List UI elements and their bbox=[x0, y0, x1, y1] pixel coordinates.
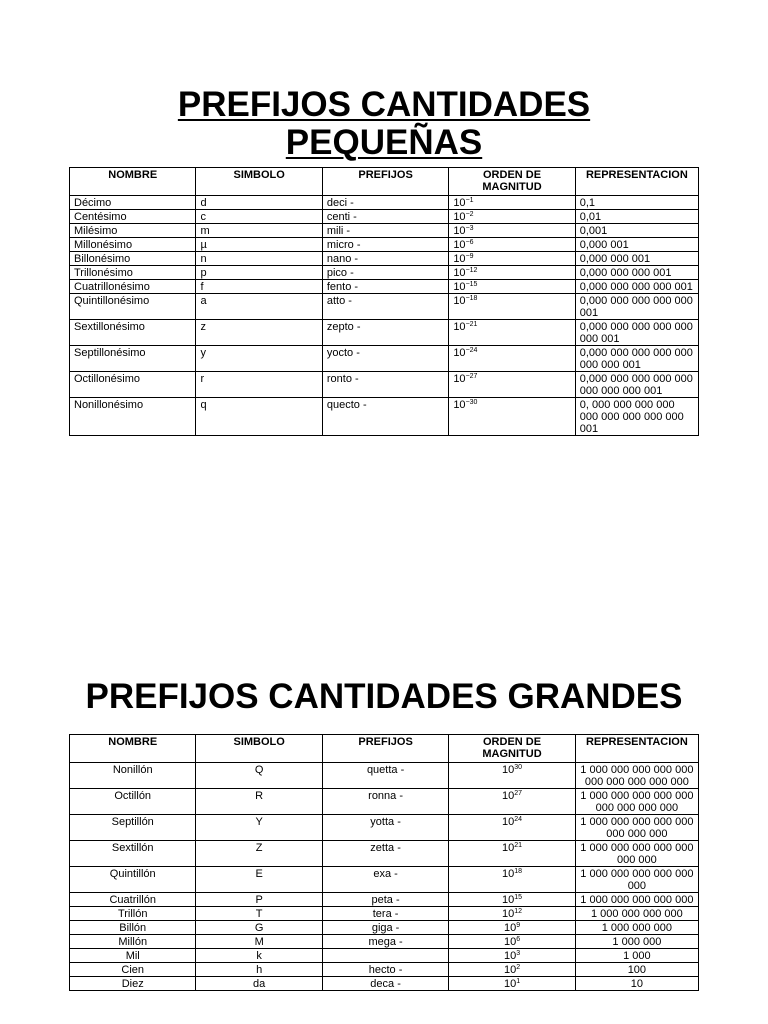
table-row bbox=[70, 280, 699, 294]
magnitude-cell bbox=[449, 907, 575, 921]
representation-cell: 1 000 000 000 000 000 bbox=[575, 893, 698, 907]
table-row bbox=[70, 841, 699, 867]
symbol-cell: h bbox=[196, 963, 322, 977]
header-simbolo: SIMBOLO bbox=[196, 735, 322, 763]
prefix-cell: zepto - bbox=[322, 320, 448, 346]
prefix-cell: centi - bbox=[322, 210, 448, 224]
magnitude-base: 10 bbox=[502, 908, 515, 920]
magnitude-base: 10 bbox=[502, 894, 515, 906]
table-row bbox=[70, 252, 699, 266]
symbol-cell: µ bbox=[196, 238, 322, 252]
magnitude-base: 10 bbox=[502, 764, 515, 776]
header-orden: ORDEN DE MAGNITUD bbox=[449, 735, 575, 763]
title-small-line1: PREFIJOS CANTIDADES bbox=[177, 85, 591, 124]
magnitude-exponent: −24 bbox=[465, 347, 478, 354]
table-row bbox=[70, 977, 699, 991]
name-cell: Trillón bbox=[70, 907, 196, 921]
header-representacion: REPRESENTACION bbox=[575, 735, 698, 763]
header-nombre: NOMBRE bbox=[70, 735, 196, 763]
symbol-cell: Z bbox=[196, 841, 322, 867]
representation-cell: 0,000 001 bbox=[575, 238, 698, 252]
title-small-line2: PEQUEÑAS bbox=[285, 123, 483, 162]
magnitude-base: 10 bbox=[503, 950, 517, 962]
table-row bbox=[70, 372, 699, 398]
name-cell: Cuatrillón bbox=[70, 893, 196, 907]
magnitude-cell bbox=[449, 320, 575, 346]
symbol-cell: q bbox=[196, 398, 322, 436]
symbol-cell: f bbox=[196, 280, 322, 294]
representation-cell: 0,000 000 000 000 000 000 000 001 bbox=[575, 346, 698, 372]
table-row bbox=[70, 266, 699, 280]
table-row bbox=[70, 398, 699, 436]
representation-cell: 100 bbox=[575, 963, 698, 977]
name-cell: Cien bbox=[70, 963, 196, 977]
magnitude-base: 10 bbox=[503, 978, 517, 990]
prefix-cell: nano - bbox=[322, 252, 448, 266]
prefix-cell: mili - bbox=[322, 224, 448, 238]
prefix-cell: exa - bbox=[322, 867, 448, 893]
name-cell: Cuatrillonésimo bbox=[70, 280, 196, 294]
symbol-cell: y bbox=[196, 346, 322, 372]
name-cell: Diez bbox=[70, 977, 196, 991]
table-row bbox=[70, 346, 699, 372]
magnitude-cell bbox=[449, 893, 575, 907]
representation-cell: 1 000 000 000 000 000 000 000 000 bbox=[575, 815, 698, 841]
symbol-cell: r bbox=[196, 372, 322, 398]
magnitude-cell bbox=[449, 210, 575, 224]
name-cell: Décimo bbox=[70, 196, 196, 210]
symbol-cell: P bbox=[196, 893, 322, 907]
prefix-cell: yocto - bbox=[322, 346, 448, 372]
magnitude-cell bbox=[449, 789, 575, 815]
magnitude-exponent: −6 bbox=[465, 239, 474, 246]
magnitude-exponent: −21 bbox=[465, 321, 478, 328]
magnitude-exponent: 30 bbox=[514, 764, 523, 771]
magnitude-base: 10 bbox=[502, 816, 515, 828]
representation-cell: 0,000 000 000 000 000 000 000 000 001 bbox=[575, 372, 698, 398]
symbol-cell: p bbox=[196, 266, 322, 280]
magnitude-exponent: 24 bbox=[514, 816, 523, 823]
magnitude-base: 10 bbox=[502, 842, 515, 854]
name-cell: Septillón bbox=[70, 815, 196, 841]
magnitude-cell bbox=[449, 252, 575, 266]
magnitude-cell bbox=[449, 977, 575, 991]
magnitude-exponent: 27 bbox=[514, 790, 523, 797]
magnitude-exponent: 12 bbox=[514, 908, 523, 915]
name-cell: Quintillonésimo bbox=[70, 294, 196, 320]
table-row bbox=[70, 935, 699, 949]
magnitude-exponent: 15 bbox=[514, 894, 523, 901]
representation-cell: 0,001 bbox=[575, 224, 698, 238]
name-cell: Septillonésimo bbox=[70, 346, 196, 372]
prefix-cell: ronna - bbox=[322, 789, 448, 815]
table-row bbox=[70, 238, 699, 252]
magnitude-cell bbox=[449, 238, 575, 252]
magnitude-base: 10 bbox=[453, 253, 466, 265]
magnitude-cell bbox=[449, 280, 575, 294]
representation-cell: 1 000 000 000 bbox=[575, 921, 698, 935]
symbol-cell: R bbox=[196, 789, 322, 815]
name-cell: Sextillonésimo bbox=[70, 320, 196, 346]
magnitude-cell bbox=[449, 935, 575, 949]
representation-cell: 10 bbox=[575, 977, 698, 991]
magnitude-base: 10 bbox=[453, 399, 466, 411]
magnitude-cell bbox=[449, 294, 575, 320]
magnitude-exponent: 6 bbox=[516, 936, 521, 943]
prefix-cell: peta - bbox=[322, 893, 448, 907]
magnitude-exponent: −18 bbox=[465, 295, 478, 302]
magnitude-cell bbox=[449, 398, 575, 436]
representation-cell: 1 000 bbox=[575, 949, 698, 963]
magnitude-base: 10 bbox=[503, 922, 517, 934]
magnitude-base: 10 bbox=[453, 197, 466, 209]
representation-cell: 1 000 000 000 000 000 000 000 000 000 bbox=[575, 789, 698, 815]
representation-cell: 0,01 bbox=[575, 210, 698, 224]
magnitude-base: 10 bbox=[453, 281, 466, 293]
magnitude-exponent: 3 bbox=[516, 950, 521, 957]
title-small-prefixes bbox=[0, 86, 768, 162]
symbol-cell: G bbox=[196, 921, 322, 935]
prefix-cell: quecto - bbox=[322, 398, 448, 436]
representation-cell: 0,000 000 001 bbox=[575, 252, 698, 266]
name-cell: Trillonésimo bbox=[70, 266, 196, 280]
magnitude-cell bbox=[449, 346, 575, 372]
magnitude-cell bbox=[449, 921, 575, 935]
magnitude-exponent: −12 bbox=[465, 267, 478, 274]
name-cell: Quintillón bbox=[70, 867, 196, 893]
prefix-cell: micro - bbox=[322, 238, 448, 252]
header-representacion: REPRESENTACION bbox=[575, 168, 698, 196]
representation-cell: 0,000 000 000 001 bbox=[575, 266, 698, 280]
title-large-prefixes: PREFIJOS CANTIDADES GRANDES bbox=[85, 677, 683, 716]
prefix-cell: zetta - bbox=[322, 841, 448, 867]
symbol-cell: k bbox=[196, 949, 322, 963]
magnitude-cell bbox=[449, 224, 575, 238]
header-simbolo: SIMBOLO bbox=[196, 168, 322, 196]
magnitude-base: 10 bbox=[502, 790, 515, 802]
prefix-cell: yotta - bbox=[322, 815, 448, 841]
name-cell: Millón bbox=[70, 935, 196, 949]
representation-cell: 0,000 000 000 000 000 000 001 bbox=[575, 320, 698, 346]
magnitude-exponent: −15 bbox=[465, 281, 478, 288]
magnitude-exponent: 18 bbox=[514, 868, 523, 875]
magnitude-exponent: −9 bbox=[465, 253, 474, 260]
table-row bbox=[70, 867, 699, 893]
representation-cell: 0, 000 000 000 000 000 000 000 000 000 001 bbox=[575, 398, 698, 436]
name-cell: Centésimo bbox=[70, 210, 196, 224]
representation-cell: 1 000 000 000 000 000 000 000 000 000 000 bbox=[575, 763, 698, 789]
header-nombre: NOMBRE bbox=[70, 168, 196, 196]
prefix-cell: atto - bbox=[322, 294, 448, 320]
table-row bbox=[70, 921, 699, 935]
magnitude-base: 10 bbox=[503, 936, 517, 948]
magnitude-base: 10 bbox=[502, 868, 515, 880]
magnitude-base: 10 bbox=[453, 295, 466, 307]
prefix-cell: deca - bbox=[322, 977, 448, 991]
table-small-prefixes bbox=[69, 167, 699, 436]
magnitude-base: 10 bbox=[453, 211, 466, 223]
name-cell: Nonillón bbox=[70, 763, 196, 789]
prefix-cell: deci - bbox=[322, 196, 448, 210]
magnitude-cell bbox=[449, 196, 575, 210]
representation-cell: 1 000 000 000 000 000 000 000 bbox=[575, 841, 698, 867]
name-cell: Mil bbox=[70, 949, 196, 963]
symbol-cell: d bbox=[196, 196, 322, 210]
symbol-cell: m bbox=[196, 224, 322, 238]
magnitude-cell bbox=[449, 841, 575, 867]
table-row bbox=[70, 294, 699, 320]
magnitude-cell bbox=[449, 763, 575, 789]
magnitude-exponent: 21 bbox=[514, 842, 523, 849]
magnitude-exponent: −27 bbox=[465, 373, 478, 380]
name-cell: Octillón bbox=[70, 789, 196, 815]
magnitude-base: 10 bbox=[503, 964, 517, 976]
magnitude-exponent: 1 bbox=[516, 978, 521, 985]
table-row bbox=[70, 963, 699, 977]
prefix-cell: pico - bbox=[322, 266, 448, 280]
symbol-cell: da bbox=[196, 977, 322, 991]
table-row bbox=[70, 210, 699, 224]
name-cell: Billón bbox=[70, 921, 196, 935]
magnitude-cell bbox=[449, 815, 575, 841]
name-cell: Billonésimo bbox=[70, 252, 196, 266]
name-cell: Sextillón bbox=[70, 841, 196, 867]
prefix-cell: tera - bbox=[322, 907, 448, 921]
prefix-cell: mega - bbox=[322, 935, 448, 949]
magnitude-exponent: 9 bbox=[516, 922, 521, 929]
name-cell: Nonillonésimo bbox=[70, 398, 196, 436]
prefix-cell bbox=[322, 949, 448, 963]
magnitude-base: 10 bbox=[453, 373, 466, 385]
table-header-row bbox=[70, 168, 699, 196]
header-prefijos: PREFIJOS bbox=[322, 735, 448, 763]
table-row bbox=[70, 815, 699, 841]
symbol-cell: Q bbox=[196, 763, 322, 789]
magnitude-exponent: −2 bbox=[465, 211, 474, 218]
symbol-cell: n bbox=[196, 252, 322, 266]
prefix-cell: giga - bbox=[322, 921, 448, 935]
magnitude-base: 10 bbox=[453, 225, 466, 237]
magnitude-exponent: −3 bbox=[465, 225, 474, 232]
magnitude-base: 10 bbox=[453, 239, 466, 251]
prefix-cell: ronto - bbox=[322, 372, 448, 398]
magnitude-base: 10 bbox=[453, 347, 466, 359]
representation-cell: 0,000 000 000 000 000 001 bbox=[575, 294, 698, 320]
magnitude-cell bbox=[449, 372, 575, 398]
header-prefijos: PREFIJOS bbox=[322, 168, 448, 196]
magnitude-cell bbox=[449, 949, 575, 963]
representation-cell: 1 000 000 000 000 000 000 bbox=[575, 867, 698, 893]
representation-cell: 0,1 bbox=[575, 196, 698, 210]
magnitude-exponent: −1 bbox=[465, 197, 474, 204]
symbol-cell: z bbox=[196, 320, 322, 346]
name-cell: Milésimo bbox=[70, 224, 196, 238]
magnitude-base: 10 bbox=[453, 267, 466, 279]
magnitude-cell bbox=[449, 963, 575, 977]
symbol-cell: E bbox=[196, 867, 322, 893]
prefix-cell: fento - bbox=[322, 280, 448, 294]
table-row bbox=[70, 907, 699, 921]
table-row bbox=[70, 320, 699, 346]
table-row bbox=[70, 224, 699, 238]
representation-cell: 1 000 000 bbox=[575, 935, 698, 949]
table-row bbox=[70, 763, 699, 789]
name-cell: Octillonésimo bbox=[70, 372, 196, 398]
table-row bbox=[70, 893, 699, 907]
symbol-cell: a bbox=[196, 294, 322, 320]
table-row bbox=[70, 949, 699, 963]
symbol-cell: c bbox=[196, 210, 322, 224]
representation-cell: 1 000 000 000 000 bbox=[575, 907, 698, 921]
magnitude-base: 10 bbox=[453, 321, 466, 333]
table-large-prefixes bbox=[69, 734, 699, 991]
magnitude-cell bbox=[449, 266, 575, 280]
magnitude-cell bbox=[449, 867, 575, 893]
representation-cell: 0,000 000 000 000 001 bbox=[575, 280, 698, 294]
table-row bbox=[70, 789, 699, 815]
symbol-cell: M bbox=[196, 935, 322, 949]
prefix-cell: hecto - bbox=[322, 963, 448, 977]
symbol-cell: Y bbox=[196, 815, 322, 841]
prefix-cell: quetta - bbox=[322, 763, 448, 789]
magnitude-exponent: −30 bbox=[465, 399, 478, 406]
table-row bbox=[70, 196, 699, 210]
symbol-cell: T bbox=[196, 907, 322, 921]
magnitude-exponent: 2 bbox=[516, 964, 521, 971]
name-cell: Millonésimo bbox=[70, 238, 196, 252]
header-orden: ORDEN DE MAGNITUD bbox=[449, 168, 575, 196]
table-header-row bbox=[70, 735, 699, 763]
